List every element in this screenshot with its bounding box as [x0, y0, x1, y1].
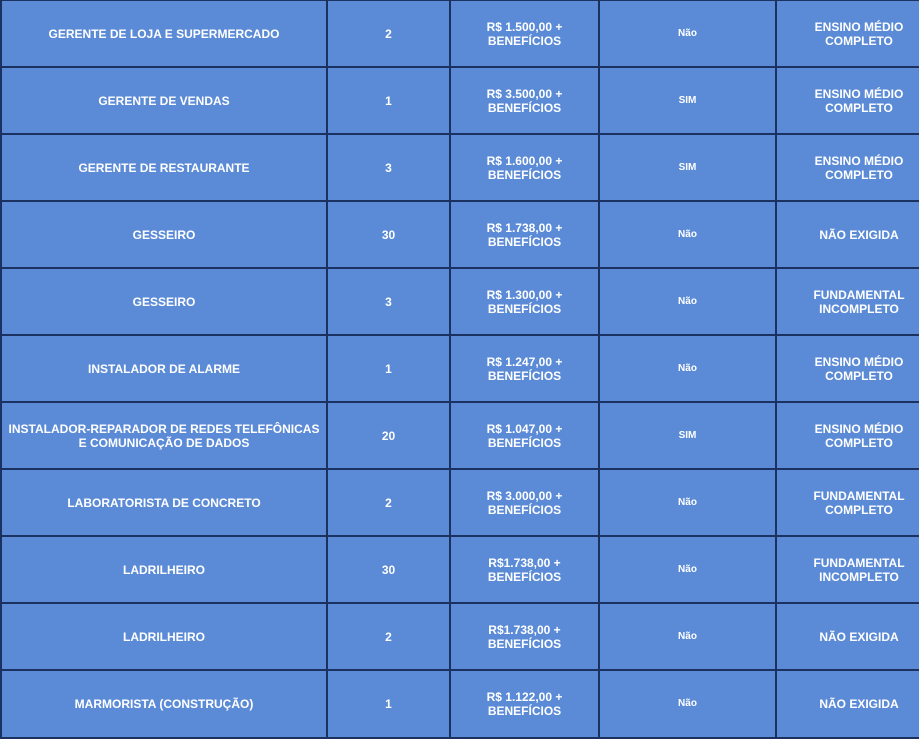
- job-title-cell: LADRILHEIRO: [1, 603, 327, 670]
- salary-cell: [450, 402, 599, 469]
- education-line-1: ENSINO MÉDIO: [814, 153, 904, 168]
- experience-cell: SIM: [599, 402, 776, 469]
- experience-cell: Não: [599, 268, 776, 335]
- salary-amount: R$ 1.600,00 +: [486, 153, 563, 168]
- table-row: [1, 268, 919, 335]
- education-line-2: COMPLETO: [825, 167, 893, 182]
- education-line-1: NÃO EXIGIDA: [819, 697, 899, 711]
- job-title-cell: GERENTE DE LOJA E SUPERMERCADO: [1, 0, 327, 67]
- salary-benefits: BENEFÍCIOS: [487, 33, 562, 48]
- salary-cell: [450, 0, 599, 67]
- education-line-2: INCOMPLETO: [819, 569, 899, 584]
- vacancies-cell: 20: [327, 402, 450, 469]
- table-row: [1, 469, 919, 536]
- education-cell: [776, 536, 919, 603]
- table-row: [1, 0, 919, 67]
- salary-amount: R$1.738,00 +: [488, 622, 561, 637]
- table-row: [1, 201, 919, 268]
- salary-amount: R$ 1.738,00 +: [486, 220, 563, 235]
- job-title-cell: INSTALADOR-REPARADOR DE REDES TELEFÔNICAS E COMUNICAÇÃO DE DADOS: [1, 402, 327, 469]
- job-title-cell: INSTALADOR DE ALARME: [1, 335, 327, 402]
- education-line-1: FUNDAMENTAL: [813, 488, 905, 503]
- job-title-cell: LABORATORISTA DE CONCRETO: [1, 469, 327, 536]
- education-line-1: NÃO EXIGIDA: [819, 227, 899, 242]
- table-row: [1, 67, 919, 134]
- vacancies-cell: 1: [327, 67, 450, 134]
- vacancies-cell: 1: [327, 335, 450, 402]
- salary-amount: R$ 3.000,00 +: [486, 488, 563, 503]
- salary-cell: [450, 335, 599, 402]
- job-title-cell: GERENTE DE VENDAS: [1, 67, 327, 134]
- salary-cell: [450, 536, 599, 603]
- education-line-1: ENSINO MÉDIO: [814, 86, 904, 101]
- salary-amount: R$ 1.300,00 +: [486, 287, 563, 302]
- experience-cell: Não: [599, 469, 776, 536]
- education-line-2: COMPLETO: [825, 435, 893, 450]
- vacancies-cell: 2: [327, 0, 450, 67]
- vacancies-cell: 2: [327, 469, 450, 536]
- salary-amount: R$ 1.247,00 +: [486, 354, 563, 369]
- vacancies-cell: 1: [327, 670, 450, 738]
- table-row: [1, 335, 919, 402]
- job-title-cell: GERENTE DE RESTAURANTE: [1, 134, 327, 201]
- education-cell: [776, 469, 919, 536]
- job-title-cell: LADRILHEIRO: [1, 536, 327, 603]
- salary-amount: R$ 1.122,00 +: [486, 690, 563, 704]
- education-line-1: ENSINO MÉDIO: [814, 421, 904, 436]
- salary-benefits: BENEFÍCIOS: [487, 569, 562, 584]
- salary-amount: R$ 3.500,00 +: [486, 86, 563, 101]
- table-row: [1, 536, 919, 603]
- education-line-2: COMPLETO: [825, 502, 893, 517]
- experience-cell: Não: [599, 670, 776, 738]
- table-row: [1, 402, 919, 469]
- education-line-1: ENSINO MÉDIO: [814, 19, 904, 34]
- salary-benefits: BENEFÍCIOS: [487, 435, 562, 450]
- education-line-2: COMPLETO: [825, 33, 893, 48]
- education-cell: [776, 201, 919, 268]
- salary-benefits: BENEFÍCIOS: [487, 234, 562, 249]
- job-title-cell: GESSEIRO: [1, 268, 327, 335]
- vacancies-cell: 30: [327, 201, 450, 268]
- education-cell: [776, 268, 919, 335]
- salary-cell: [450, 603, 599, 670]
- salary-benefits: BENEFÍCIOS: [487, 100, 562, 115]
- salary-cell: [450, 670, 599, 738]
- experience-cell: Não: [599, 201, 776, 268]
- table-row: [1, 603, 919, 670]
- experience-cell: Não: [599, 335, 776, 402]
- experience-cell: Não: [599, 603, 776, 670]
- vacancies-cell: 2: [327, 603, 450, 670]
- education-cell: [776, 335, 919, 402]
- education-cell: [776, 402, 919, 469]
- education-line-1: ENSINO MÉDIO: [814, 354, 904, 369]
- vacancies-cell: 3: [327, 268, 450, 335]
- salary-benefits: BENEFÍCIOS: [487, 301, 562, 316]
- salary-amount: R$1.738,00 +: [488, 555, 561, 570]
- salary-benefits: BENEFÍCIOS: [487, 704, 562, 718]
- salary-amount: R$ 1.500,00 +: [486, 19, 563, 34]
- education-cell: [776, 0, 919, 67]
- experience-cell: SIM: [599, 134, 776, 201]
- table-row: [1, 134, 919, 201]
- vacancies-cell: 30: [327, 536, 450, 603]
- salary-cell: [450, 268, 599, 335]
- education-cell: [776, 134, 919, 201]
- education-line-2: INCOMPLETO: [819, 301, 899, 316]
- salary-cell: [450, 201, 599, 268]
- salary-benefits: BENEFÍCIOS: [487, 502, 562, 517]
- vacancies-cell: 3: [327, 134, 450, 201]
- education-line-2: COMPLETO: [825, 368, 893, 383]
- salary-benefits: BENEFÍCIOS: [487, 368, 562, 383]
- experience-cell: SIM: [599, 67, 776, 134]
- table-row: [1, 670, 919, 738]
- salary-benefits: BENEFÍCIOS: [487, 167, 562, 182]
- salary-cell: [450, 469, 599, 536]
- salary-cell: [450, 67, 599, 134]
- salary-benefits: BENEFÍCIOS: [487, 636, 562, 651]
- education-line-1: FUNDAMENTAL: [813, 287, 905, 302]
- education-line-2: COMPLETO: [825, 100, 893, 115]
- job-title-cell: MARMORISTA (CONSTRUÇÃO): [1, 670, 327, 738]
- experience-cell: Não: [599, 536, 776, 603]
- salary-cell: [450, 134, 599, 201]
- education-cell: [776, 670, 919, 738]
- salary-amount: R$ 1.047,00 +: [486, 421, 563, 436]
- education-line-1: FUNDAMENTAL: [813, 555, 905, 570]
- education-cell: [776, 603, 919, 670]
- experience-cell: Não: [599, 0, 776, 67]
- job-title-cell: GESSEIRO: [1, 201, 327, 268]
- education-line-1: NÃO EXIGIDA: [819, 629, 899, 644]
- education-cell: [776, 67, 919, 134]
